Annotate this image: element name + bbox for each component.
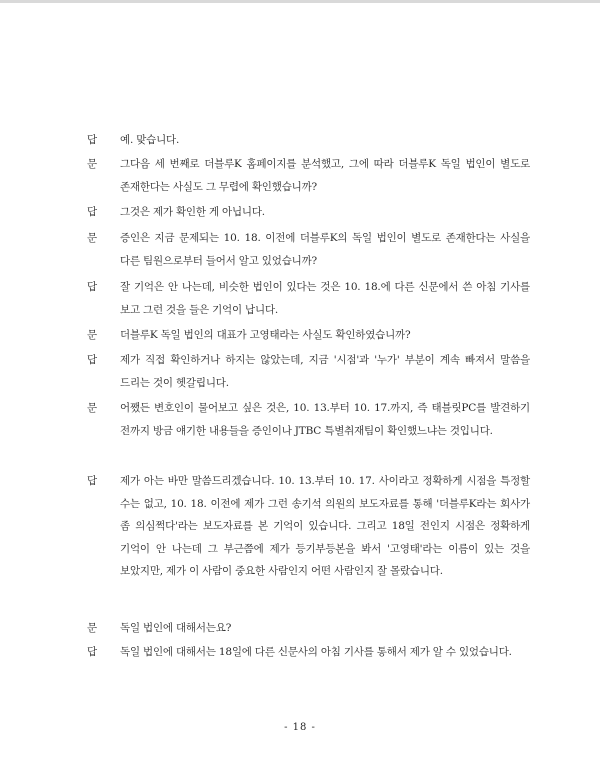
entry-text: 그다음 세 번째로 더블루K 홈페이지를 분석했고, 그에 따라 더블루K 독일 법인이 별도로 존재한다는 사실도 그 무렵에 확인했습니까? bbox=[120, 158, 530, 193]
entry-text: 제가 직접 확인하거나 하지는 않았는데, 지금 '시점'과 '누가' 부분이 계속 빠져서 말씀을 드리는 것이 헷갈립니다. bbox=[120, 354, 530, 389]
entry-text: 독일 법인에 대해서는 18일에 다른 신문사의 아침 기사를 통해서 제가 알 수 있었습니다. bbox=[120, 646, 512, 658]
speaker-label: 문 bbox=[87, 329, 98, 341]
speaker-label: 답 bbox=[87, 281, 98, 293]
entry-text: 그것은 제가 확인한 게 아닙니다. bbox=[120, 206, 265, 218]
speaker-label: 답 bbox=[87, 354, 98, 366]
speaker-label: 답 bbox=[87, 134, 98, 146]
speaker-label: 답 bbox=[87, 206, 98, 218]
entry-text: 증인은 지금 문제되는 10. 18. 이전에 더블루K의 독일 법인이 별도로 존재한다는 사실을 다른 팀원으로부터 들어서 알고 있었습니까? bbox=[120, 232, 530, 267]
entry-text: 독일 법인에 대해서는요? bbox=[120, 622, 232, 634]
speaker-label: 문 bbox=[87, 402, 98, 414]
entry-text: 어쨌든 변호인이 물어보고 싶은 것은, 10. 13.부터 10. 17.까지, 즉 태블릿PC를 발견하기 전까지 방금 얘기한 내용들을 증인이나 JTBC 특별취재팀이 확인했느냐는 것입니다. bbox=[120, 402, 530, 437]
entry-text: 더블루K 독일 법인의 대표가 고영태라는 사실도 확인하였습니까? bbox=[120, 329, 411, 341]
speaker-label: 답 bbox=[87, 475, 98, 487]
speaker-label: 문 bbox=[87, 232, 98, 244]
page-number: - 18 - bbox=[284, 722, 316, 733]
entry-text: 제가 아는 바만 말씀드리겠습니다. 10. 13.부터 10. 17. 사이라고 정확하게 시점을 특정할 수는 없고, 10. 18. 이전에 제가 그런 송기석 의원의 보도자료를 통해 '더블루K라는 회사가 좀 의심쩍다'라는 보도자료를 본 기억이 있습니다. 그리고 18일 전인지 시점은 정확하게 기억이 안 나는데 그 부근쯤에 제가 등기부등본을 봐서 '고영태'라는 이름이 있는 것을 보았지만, 제가 이 사람이 중요한 사람인지 어떤 사람인지 잘 몰랐습니다. bbox=[120, 475, 530, 577]
speaker-label: 문 bbox=[87, 622, 98, 634]
entry-text: 잘 기억은 안 나는데, 비슷한 법인이 있다는 것은 10. 18.에 다른 신문에서 쓴 아침 기사를 보고 그런 것을 들은 기억이 납니다. bbox=[120, 281, 530, 316]
speaker-label: 문 bbox=[87, 158, 98, 170]
entry-text: 예. 맞습니다. bbox=[120, 134, 180, 146]
speaker-label: 답 bbox=[87, 646, 98, 658]
